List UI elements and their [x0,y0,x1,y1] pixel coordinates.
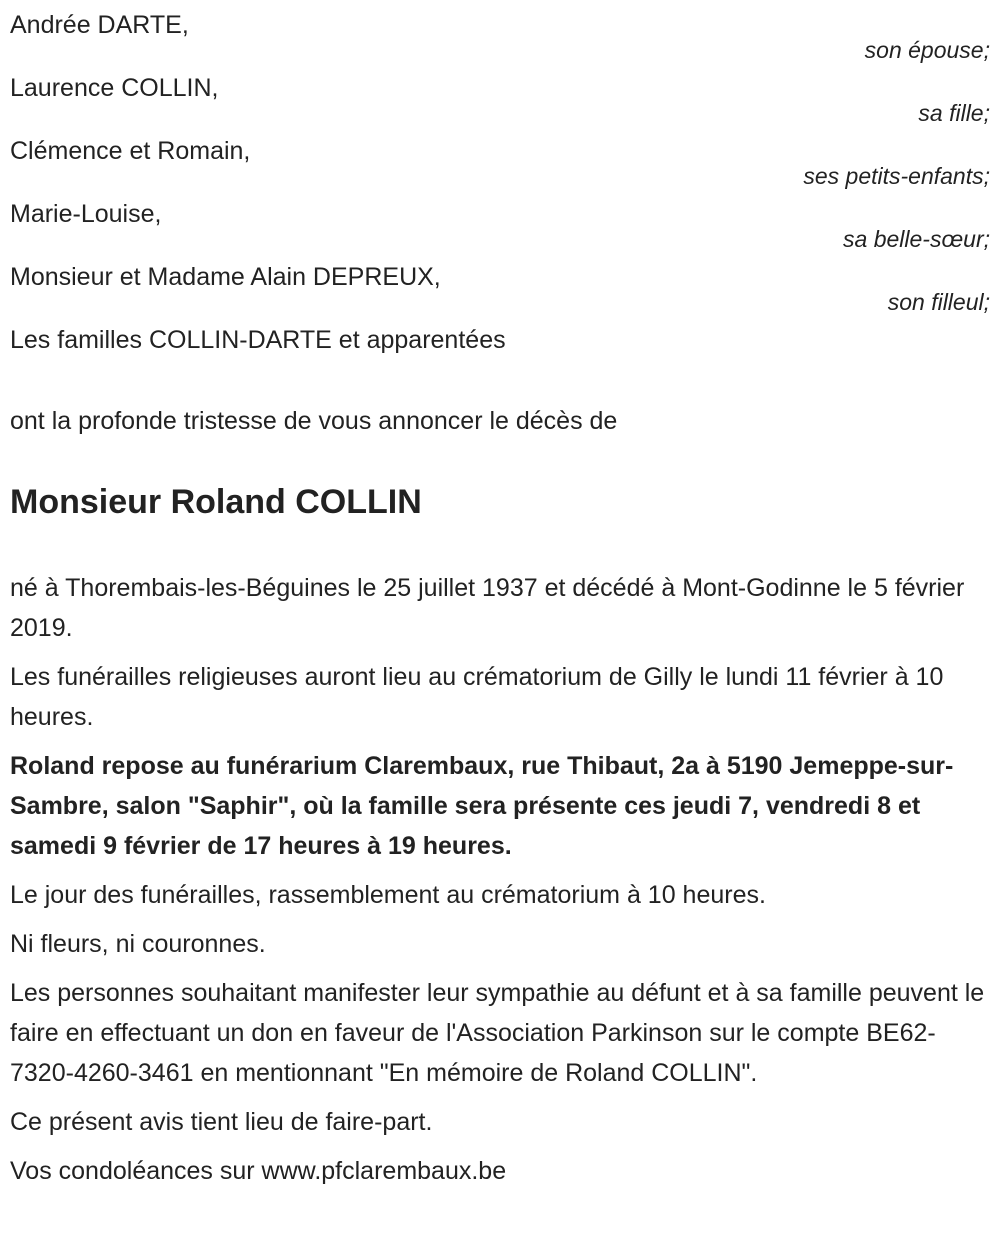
relative-role: sa fille; [918,100,990,126]
donation-paragraph: Les personnes souhaitant manifester leur sympathie au défunt et à sa famille peuvent le faire en effectuant un don en faveur de l'Association Parkinson sur le compte BE62-7320-4260-3461 en mentionnant "En mémoire de Roland COLLIN". [10,979,985,1087]
relative-name: Andrée DARTE, [10,11,189,39]
condolences-paragraph: Vos condoléances sur www.pfclarembaux.be [10,1157,507,1185]
visitation-paragraph: Roland repose au funérarium Clarembaux, rue Thibaut, 2a à 5190 Jemeppe-sur-Sambre, salon "Saphir", où la famille sera présente ces jeudi 7, vendredi 8 et samedi 9 février de 17 heures à 19 heures. [10,752,954,860]
notice-paragraph: Ce présent avis tient lieu de faire-part. [10,1108,433,1136]
relative-entry [10,189,990,252]
no-flowers-paragraph: Ni fleurs, ni couronnes. [10,930,266,958]
gathering-paragraph: Le jour des funérailles, rassemblement au crématorium à 10 heures. [10,881,766,909]
relative-role: son filleul; [887,289,990,315]
birth-death-paragraph: né à Thorembais-les-Béguines le 25 juillet 1937 et décédé à Mont-Godinne le 5 février 2019. [10,574,965,642]
relative-entry [10,126,990,189]
obituary-notice [0,0,1000,315]
relative-name: Marie-Louise, [10,200,162,228]
relative-role: ses petits-enfants; [803,163,990,189]
relative-role: sa belle-sœur; [843,226,990,252]
relative-name: Clémence et Romain, [10,137,251,165]
deceased-name: Monsieur Roland COLLIN [10,483,422,521]
relative-role: son épouse; [864,37,990,63]
relative-entry [10,252,990,315]
funeral-paragraph: Les funérailles religieuses auront lieu au crématorium de Gilly le lundi 11 février à 10 heures. [10,663,944,731]
relative-entry [10,63,990,126]
relative-entry [10,0,990,63]
announcement-intro: ont la profonde tristesse de vous annoncer le décès de [10,407,618,435]
notice-body [10,568,995,1200]
relative-name: Monsieur et Madame Alain DEPREUX, [10,263,441,291]
families-line: Les familles COLLIN-DARTE et apparentées [10,326,506,354]
relative-name: Laurence COLLIN, [10,74,219,102]
